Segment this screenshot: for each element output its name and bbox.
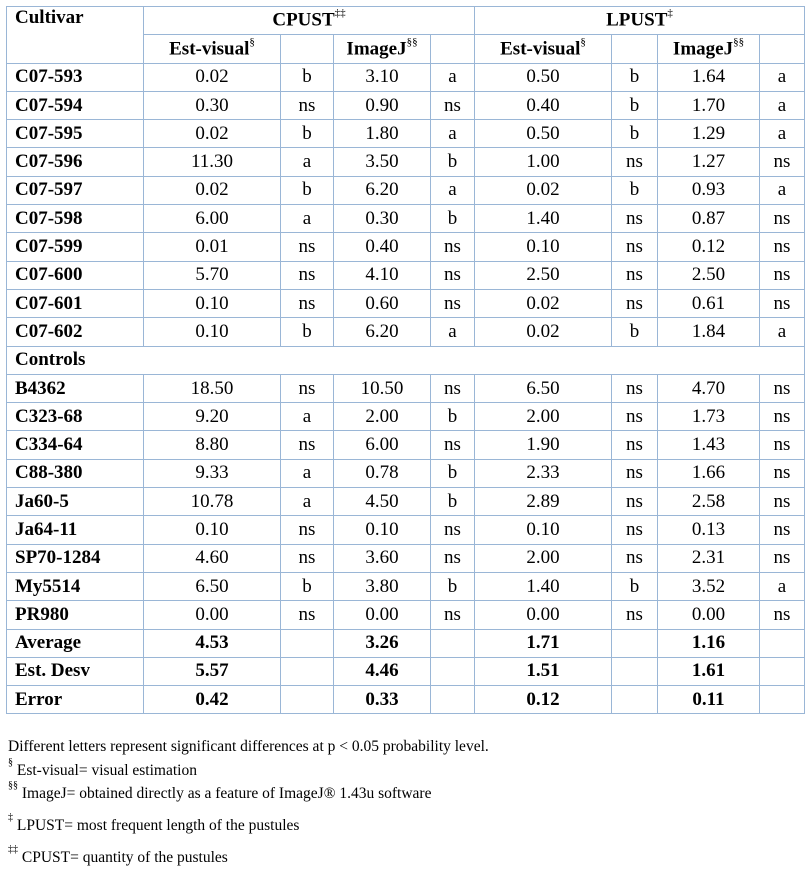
value-cell: 1.71 [475,629,612,657]
cultivar-name: Error [7,686,144,714]
value-cell: 3.60 [334,544,431,572]
cultivar-name: C07-599 [7,233,144,261]
value-cell: 1.40 [475,572,612,600]
value-cell: 0.02 [144,176,281,204]
summary-row [7,657,805,685]
note-cpust: ‡‡ CPUST= quantity of the pustules [8,843,228,866]
significance-letter [281,686,334,714]
header-lpust-imagej-letter [760,35,805,63]
cultivar-name: C07-594 [7,91,144,119]
cultivar-name: C07-598 [7,205,144,233]
value-cell: 3.50 [334,148,431,176]
header-cpust-est-visual-letter [281,35,334,63]
value-cell: 0.10 [144,318,281,346]
header-cpust-est-visual: Est-visual§ [144,35,281,63]
value-cell: 5.70 [144,261,281,289]
value-cell: 2.00 [475,403,612,431]
significance-letter: ns [760,601,805,629]
control-row [7,431,805,459]
header-cpust-imagej-letter [431,35,475,63]
value-cell: 0.40 [334,233,431,261]
significance-letter: a [281,403,334,431]
significance-letter: a [281,148,334,176]
cultivar-name: C88-380 [7,459,144,487]
value-cell: 0.01 [144,233,281,261]
value-cell: 1.27 [658,148,760,176]
cultivar-name: Ja60-5 [7,488,144,516]
value-cell: 0.10 [334,516,431,544]
table-row [7,63,805,91]
value-cell: 1.66 [658,459,760,487]
significance-letter: ns [431,374,475,402]
value-cell: 1.43 [658,431,760,459]
significance-letter: ns [281,544,334,572]
significance-letter: b [612,63,658,91]
control-row [7,488,805,516]
significance-letter: ns [281,374,334,402]
significance-letter: b [612,318,658,346]
table-row [7,289,805,317]
value-cell: 6.00 [144,205,281,233]
value-cell: 0.10 [144,289,281,317]
significance-letter: b [431,403,475,431]
value-cell: 1.61 [658,657,760,685]
significance-letter: a [431,176,475,204]
value-cell: 0.02 [475,289,612,317]
significance-letter: ns [431,289,475,317]
significance-letter [612,686,658,714]
value-cell: 10.78 [144,488,281,516]
significance-letter: ns [281,601,334,629]
value-cell: 1.40 [475,205,612,233]
value-cell: 0.10 [475,516,612,544]
cultivar-name: C07-597 [7,176,144,204]
significance-letter: ns [431,91,475,119]
value-cell: 1.90 [475,431,612,459]
table-row [7,176,805,204]
value-cell: 0.90 [334,91,431,119]
significance-letter: ns [612,374,658,402]
value-cell: 6.00 [334,431,431,459]
control-row [7,374,805,402]
cultivar-name: PR980 [7,601,144,629]
control-row [7,572,805,600]
significance-letter: ns [612,459,658,487]
value-cell: 2.00 [334,403,431,431]
header-row-1 [7,7,805,35]
header-cpust: CPUST‡‡ [144,7,475,35]
significance-letter: ns [431,261,475,289]
significance-letter: ns [612,516,658,544]
value-cell: 6.20 [334,176,431,204]
value-cell: 0.12 [475,686,612,714]
value-cell: 0.00 [475,601,612,629]
value-cell: 9.20 [144,403,281,431]
significance-letter [431,686,475,714]
significance-letter: ns [760,148,805,176]
value-cell: 11.30 [144,148,281,176]
cultivar-name: SP70-1284 [7,544,144,572]
value-cell: 0.42 [144,686,281,714]
significance-letter: ns [760,403,805,431]
value-cell: 2.58 [658,488,760,516]
cultivar-name: C07-596 [7,148,144,176]
significance-letter: a [760,63,805,91]
value-cell: 1.84 [658,318,760,346]
significance-letter: ns [612,403,658,431]
significance-letter: ns [612,289,658,317]
significance-letter: ns [760,488,805,516]
value-cell: 10.50 [334,374,431,402]
significance-letter: ns [760,289,805,317]
significance-letter: a [760,120,805,148]
value-cell: 0.00 [144,601,281,629]
significance-letter: ns [431,544,475,572]
value-cell: 0.87 [658,205,760,233]
cultivar-name: C334-64 [7,431,144,459]
value-cell: 1.16 [658,629,760,657]
value-cell: 4.50 [334,488,431,516]
summary-row [7,629,805,657]
controls-section-row [7,346,805,374]
significance-letter [281,629,334,657]
header-lpust-imagej: ImageJ§§ [658,35,760,63]
value-cell: 0.30 [144,91,281,119]
table-row [7,120,805,148]
value-cell: 0.02 [475,318,612,346]
significance-letter: a [281,459,334,487]
cultivar-name: My5514 [7,572,144,600]
value-cell: 1.73 [658,403,760,431]
value-cell: 6.50 [475,374,612,402]
table-row [7,261,805,289]
significance-letter: ns [281,516,334,544]
significance-letter: ns [612,488,658,516]
significance-letter: a [760,318,805,346]
significance-letter: b [281,572,334,600]
significance-letter: ns [281,289,334,317]
significance-letter: ns [281,91,334,119]
cultivar-name: B4362 [7,374,144,402]
significance-letter: b [431,572,475,600]
significance-letter [612,657,658,685]
value-cell: 0.30 [334,205,431,233]
value-cell: 0.40 [475,91,612,119]
significance-letter [760,686,805,714]
significance-letter [431,629,475,657]
value-cell: 2.50 [658,261,760,289]
value-cell: 0.93 [658,176,760,204]
significance-letter: ns [612,148,658,176]
significance-letter: ns [612,544,658,572]
significance-letter: ns [760,233,805,261]
significance-letter: a [281,488,334,516]
significance-letter: b [281,120,334,148]
significance-letter: ns [760,431,805,459]
significance-letter: ns [431,601,475,629]
control-row [7,516,805,544]
value-cell: 0.02 [144,63,281,91]
significance-letter: b [612,176,658,204]
significance-letter: a [431,318,475,346]
value-cell: 0.10 [475,233,612,261]
header-lpust: LPUST‡ [475,7,805,35]
value-cell: 4.46 [334,657,431,685]
control-row [7,544,805,572]
value-cell: 1.80 [334,120,431,148]
significance-letter [760,629,805,657]
control-row [7,459,805,487]
value-cell: 3.80 [334,572,431,600]
table-row [7,148,805,176]
significance-letter: ns [760,261,805,289]
value-cell: 1.29 [658,120,760,148]
value-cell: 1.00 [475,148,612,176]
header-lpust-est-visual-letter [612,35,658,63]
value-cell: 0.33 [334,686,431,714]
cultivar-name: Ja64-11 [7,516,144,544]
value-cell: 0.10 [144,516,281,544]
significance-letter: b [431,205,475,233]
value-cell: 0.50 [475,120,612,148]
note-est-visual: § Est-visual= visual estimation [8,756,197,779]
cultivar-name: C07-602 [7,318,144,346]
significance-letter: a [760,176,805,204]
value-cell: 0.78 [334,459,431,487]
significance-letter: b [612,91,658,119]
cultivar-name: C07-595 [7,120,144,148]
value-cell: 2.31 [658,544,760,572]
cultivar-name: C07-600 [7,261,144,289]
significance-letter: b [281,63,334,91]
value-cell: 18.50 [144,374,281,402]
table-row [7,91,805,119]
note-lpust: ‡ LPUST= most frequent length of the pustules [8,812,300,835]
control-row [7,601,805,629]
summary-row [7,686,805,714]
significance-letter: ns [612,205,658,233]
note-imagej: §§ ImageJ= obtained directly as a feature of ImageJ® 1.43u software [8,780,432,803]
significance-letter: ns [431,516,475,544]
value-cell: 0.60 [334,289,431,317]
significance-letter: ns [760,374,805,402]
significance-letter: ns [760,544,805,572]
significance-letter: ns [612,261,658,289]
footnotes [8,738,489,868]
value-cell: 1.70 [658,91,760,119]
significance-letter: a [760,572,805,600]
value-cell: 4.10 [334,261,431,289]
value-cell: 2.89 [475,488,612,516]
value-cell: 8.80 [144,431,281,459]
value-cell: 1.51 [475,657,612,685]
value-cell: 2.00 [475,544,612,572]
value-cell: 5.57 [144,657,281,685]
control-row [7,403,805,431]
cultivar-name: Average [7,629,144,657]
table-row [7,205,805,233]
significance-letter: ns [612,431,658,459]
significance-letter [612,629,658,657]
value-cell: 0.50 [475,63,612,91]
value-cell: 9.33 [144,459,281,487]
value-cell: 0.61 [658,289,760,317]
significance-letter: ns [431,233,475,261]
significance-letter: b [612,120,658,148]
cultivar-name: C07-593 [7,63,144,91]
table-row [7,318,805,346]
significance-letter: ns [431,431,475,459]
value-cell: 3.26 [334,629,431,657]
significance-letter: ns [281,261,334,289]
significance-letter [760,657,805,685]
header-lpust-est-visual: Est-visual§ [475,35,612,63]
value-cell: 0.02 [475,176,612,204]
value-cell: 2.33 [475,459,612,487]
value-cell: 4.70 [658,374,760,402]
significance-letter [431,657,475,685]
value-cell: 0.00 [334,601,431,629]
note-significance: Different letters represent significant differences at p < 0.05 probability level. [8,738,489,755]
significance-letter: b [431,148,475,176]
significance-letter: b [431,459,475,487]
significance-letter: ns [760,459,805,487]
significance-letter: b [281,318,334,346]
value-cell: 6.50 [144,572,281,600]
table-row [7,233,805,261]
results-table [6,6,805,714]
value-cell: 3.10 [334,63,431,91]
table-body [7,7,805,714]
significance-letter: ns [612,601,658,629]
significance-letter: a [431,63,475,91]
significance-letter: a [760,91,805,119]
header-cpust-imagej: ImageJ§§ [334,35,431,63]
significance-letter: b [612,572,658,600]
value-cell: 3.52 [658,572,760,600]
significance-letter: ns [281,233,334,261]
significance-letter: a [431,120,475,148]
value-cell: 0.12 [658,233,760,261]
value-cell: 6.20 [334,318,431,346]
significance-letter: ns [760,516,805,544]
significance-letter: b [431,488,475,516]
significance-letter: b [281,176,334,204]
cultivar-name: Est. Desv [7,657,144,685]
value-cell: 0.00 [658,601,760,629]
significance-letter: ns [281,431,334,459]
value-cell: 0.11 [658,686,760,714]
value-cell: 1.64 [658,63,760,91]
significance-letter: ns [612,233,658,261]
significance-letter: ns [760,205,805,233]
value-cell: 0.13 [658,516,760,544]
value-cell: 4.53 [144,629,281,657]
cultivar-name: C07-601 [7,289,144,317]
value-cell: 0.02 [144,120,281,148]
controls-label: Controls [7,346,805,374]
header-cultivar: Cultivar [7,7,144,64]
value-cell: 4.60 [144,544,281,572]
significance-letter [281,657,334,685]
cultivar-name: C323-68 [7,403,144,431]
significance-letter: a [281,205,334,233]
value-cell: 2.50 [475,261,612,289]
